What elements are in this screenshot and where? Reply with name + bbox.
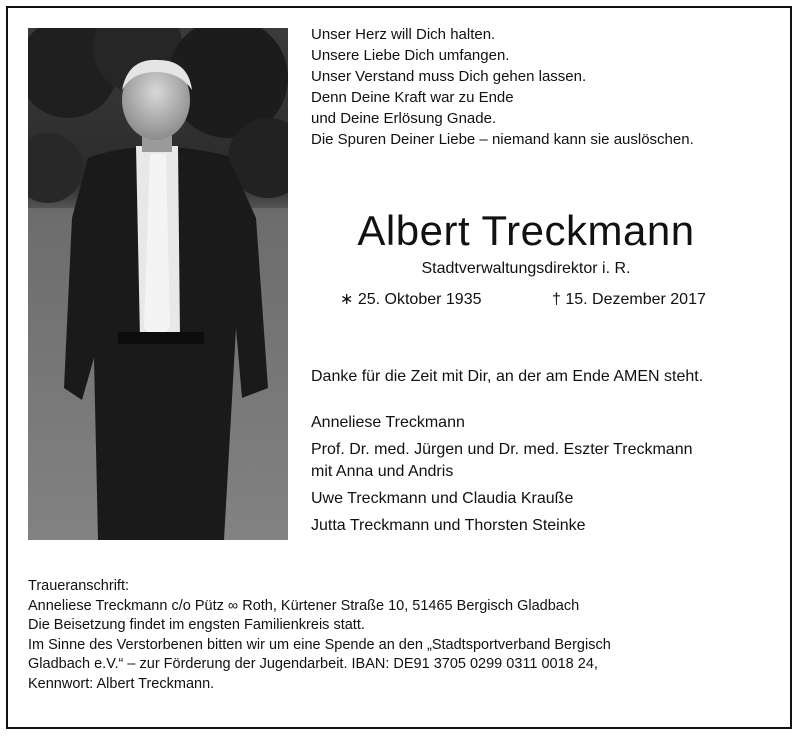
family-member: Jutta Treckmann und Thorsten Steinke [311,517,586,534]
poem-line: Die Spuren Deiner Liebe – niemand kann sie auslöschen. [311,131,694,148]
donation-line: Kennwort: Albert Treckmann. [28,675,215,692]
burial-note: Die Beisetzung findet im engsten Familienkreis statt. [28,617,365,633]
poem-line: Denn Deine Kraft war zu Ende [311,89,514,106]
notice-details [28,577,776,694]
family-member: Anneliese Treckmann [311,414,465,431]
family-list [311,412,692,542]
poem-line: und Deine Erlösung Gnade. [311,110,497,127]
poem-line: Unsere Liebe Dich umfangen. [311,47,510,64]
deceased-title: Stadtverwaltungsdirektor i. R. [421,260,631,277]
address: Anneliese Treckmann c/o Pütz ∞ Roth, Kürtener Straße 10, 51465 Bergisch Gladbach [28,597,580,614]
family-member: mit Anna und Andris [311,463,454,480]
donation-line: Gladbach e.V.“ – zur Förderung der Jugendarbeit. IBAN: DE91 3705 0299 0311 0018 24, [28,656,598,672]
family-member: Uwe Treckmann und Claudia Krauße [311,490,574,507]
donation-line: Im Sinne des Verstorbenen bitten wir um eine Spende an den „Stadtsportverband Bergisch [28,636,611,653]
poem-line: Unser Verstand muss Dich gehen lassen. [311,68,587,85]
poem [311,24,694,150]
family-member: Prof. Dr. med. Jürgen und Dr. med. Eszter Treckmann [311,441,693,458]
deceased-name: Albert Treckmann [357,207,695,254]
birth-date: ∗ 25. Oktober 1935 [340,291,482,308]
death-date: † 15. Dezember 2017 [552,291,706,308]
poem-line: Unser Herz will Dich halten. [311,26,496,43]
address-label: Traueranschrift: [28,578,129,594]
portrait-photo [28,28,288,540]
thanks-line: Danke für die Zeit mit Dir, an der am Ende AMEN steht. [311,368,704,385]
